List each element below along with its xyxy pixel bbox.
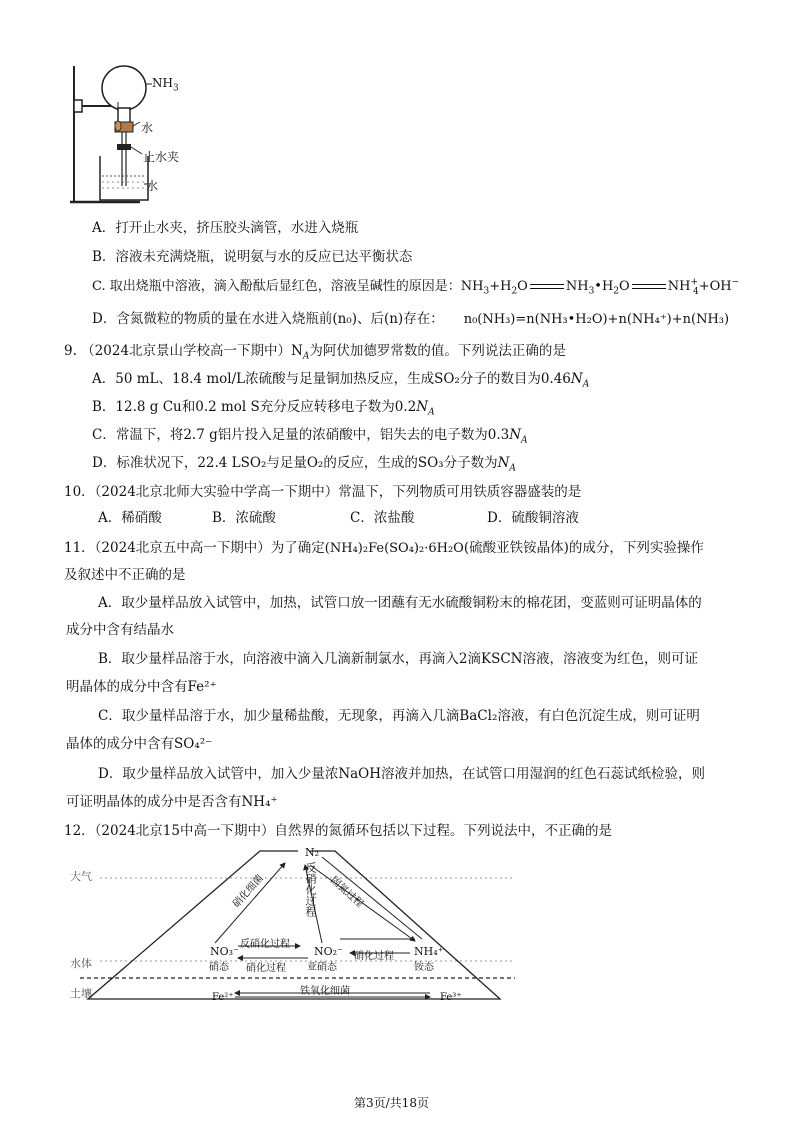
label-left-arrow: 硝化细菌 (230, 872, 266, 911)
q8-option-a: A．打开止水夹，挤压胶头滴管，水进入烧瓶 (92, 220, 359, 236)
q11-option-c-line1: C．取少量样品溶于水，加少量稀盐酸，无现象，再滴入几滴BaCl₂溶液，有白色沉淀生成，则可证明 (98, 708, 700, 724)
zone-water: 水体 (70, 957, 92, 970)
q11-option-d-line1: D．取少量样品放入试管中，加入少量浓NaOH溶液并加热，在试管口用湿润的红色石蕊试纸检验，则 (98, 766, 706, 782)
q11-option-d-line2: 可证明晶体的成分中是否含有NH₄⁺ (66, 794, 278, 810)
label-ammonify: 硝化过程 (354, 951, 394, 962)
q10-option-a: A．稀硝酸 (98, 510, 162, 526)
q11-option-a-line1: A．取少量样品放入试管中，加热，试管口放一团蘸有无水硫酸铜粉末的棉花团，变蓝则可证明晶体的 (98, 595, 702, 611)
equilibrium-arrow-1 (530, 282, 564, 292)
q8-option-b: B．溶液未充满烧瓶，说明氨与水的反应已达平衡状态 (92, 249, 413, 265)
q8-option-d: D．含氮微粒的物质的量在水进入烧瓶前(n₀)、后(n)存在： n₀(NH₃)=n(NH₃•H₂O)+n(NH₄⁺)+n(NH₃) (92, 311, 730, 327)
q9-option-b: B．12.8 g Cu和0.2 mol S充分反应转移电子数为$0.2N_A$ (92, 399, 435, 418)
zone-soil: 土壤 (70, 987, 92, 1000)
q9-stem: 9. （2024北京景山学校高一下期中）$N_A$为阿伏加德罗常数的值。下列说法正确的是 (64, 343, 566, 362)
zone-air: 大气 (70, 870, 92, 883)
q8-option-c: C. 取出烧瓶中溶液，滴入酚酞后显红色，溶液呈碱性的原因是：$NH_3+H_2O$ $NH_3•H_2O$ $NH^+_4+OH^-$ (92, 277, 740, 297)
node-no2-name: 亚硝态 (307, 962, 337, 973)
node-no3-name: 硝态 (209, 962, 229, 973)
label-water-bottom: 水 (146, 179, 159, 193)
nitrogen-cycle-diagram (60, 843, 530, 1008)
q9-option-a: A．50 mL、18.4 mol/L浓硫酸与足量铜加热反应，生成SO₂分子的数目为$0.46N_A$ (92, 371, 590, 390)
q10-stem: 10．（2024北京北师大实验中学高一下期中）常温下，下列物质可用铁质容器盛装的是 (64, 484, 582, 500)
equilibrium-arrow-2 (632, 282, 666, 292)
label-water-top: 水 (141, 121, 154, 135)
q10-option-b: B．浓硫酸 (212, 510, 276, 526)
q11-option-a-line2: 成分中含有结晶水 (66, 622, 174, 638)
label-iron-bacteria: 铁氧化细菌 (300, 986, 350, 997)
node-nh4-name: 铵态 (414, 962, 434, 973)
node-no2: NO₂⁻ (314, 945, 343, 958)
q10-option-c: C．浓盐酸 (350, 510, 415, 526)
node-nh4: NH₄⁺ (414, 945, 444, 958)
node-fe2: Fe²⁺ (212, 992, 234, 1003)
q11-option-b-line2: 明晶体的成分中含有Fe²⁺ (66, 679, 217, 695)
q9-option-c: C．常温下，将2.7 g铝片投入足量的浓硝酸中，铝失去的电子数为$0.3N_A$ (92, 427, 528, 446)
label-clip: 止水夹 (143, 150, 180, 164)
label-right-arrow: 固氮过程 (327, 874, 366, 910)
page-footer: 第3页/共18页 (354, 1096, 429, 1110)
node-n2: N₂ (305, 846, 320, 859)
q11-stem-cont: 及叙述中不正确的是 (64, 567, 186, 583)
q11-option-c-line2: 晶体的成分中含有SO₄²⁻ (66, 736, 213, 752)
q12-stem: 12．（2024北京15中高一下期中）自然界的氮循环包括以下过程。下列说法中，不正确的是 (64, 823, 612, 839)
label-denitrify: 反硝化过程 (240, 939, 290, 950)
label-nh3: $NH_3$ (152, 76, 179, 94)
node-fe3: Fe³⁺ (440, 992, 462, 1003)
label-center-arrow: 反硝化过程 (304, 862, 317, 917)
q9-option-d: D．标准状况下，22.4 LSO₂与足量O₂的反应，生成的SO₃分子数为$N_A$ (92, 455, 516, 474)
q10-option-d: D．硫酸铜溶液 (487, 510, 579, 526)
apparatus-diagram (60, 58, 220, 208)
label-nitrify: 硝化过程 (246, 963, 286, 974)
q11-option-b-line1: B．取少量样品溶于水，向溶液中滴入几滴新制氯水，再滴入2滴KSCN溶液，溶液变为红色，则可证 (98, 651, 698, 667)
q11-stem: 11．（2024北京五中高一下期中）为了确定(NH₄)₂Fe(SO₄)₂·6H₂O(硫酸亚铁铵晶体)的成分，下列实验操作 (64, 540, 704, 556)
node-no3: NO₃⁻ (210, 945, 239, 958)
